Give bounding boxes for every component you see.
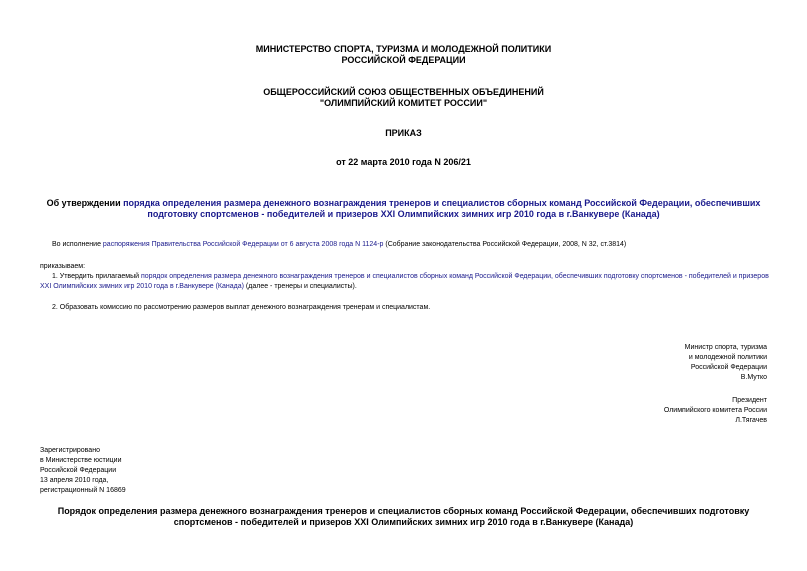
document-title bbox=[40, 198, 767, 220]
intro-suffix: (Собрание законодательства Российской Федерации, 2008, N 32, ст.3814) bbox=[383, 241, 627, 248]
registration-line-1: Зарегистрировано bbox=[40, 447, 100, 454]
registration-line-3: Российской Федерации bbox=[40, 467, 117, 474]
doc-date-heading: от 22 марта 2010 года N 206/21 bbox=[336, 157, 471, 167]
intro-prefix: Во исполнение bbox=[52, 241, 103, 248]
org-line-2: "ОЛИМПИЙСКИЙ КОМИТЕТ РОССИИ" bbox=[319, 98, 488, 108]
title-prefix: Об утверждении bbox=[46, 198, 124, 208]
item1-prefix: 1. Утвердить прилагаемый bbox=[52, 273, 141, 280]
intro-link[interactable]: распоряжения Правительства Российской Федерации от 6 августа 2008 года N 1124-р bbox=[102, 241, 384, 248]
title-link[interactable]: порядка определения размера денежного вознаграждения тренеров и специалистов сборных команд Российской Федерации, обеспечивших подготовку спортсменов - победителей и призеров XXI Олимпийских зимних игр 2010 года в г.Ванкувере (Канада) bbox=[123, 198, 761, 219]
ministry-line-2: РОССИЙСКОЙ ФЕДЕРАЦИИ bbox=[341, 55, 466, 65]
doc-type-heading: ПРИКАЗ bbox=[385, 128, 422, 138]
president-signature bbox=[664, 396, 767, 426]
organization-heading bbox=[0, 87, 807, 109]
ministry-heading bbox=[0, 44, 807, 66]
item1-link[interactable]: порядок определения размера денежного вознаграждения тренеров и специалистов сборных команд Российской Федерации, обеспечивших подготовку спортсменов - победителей и призеров XXI Олимпийских зимних игр 2010 года в г.Ванкувере (Канада) bbox=[40, 273, 769, 290]
ministry-line-1: МИНИСТЕРСТВО СПОРТА, ТУРИЗМА И МОЛОДЕЖНОЙ ПОЛИТИКИ bbox=[255, 44, 552, 54]
president-name: Л.Тягачев bbox=[735, 417, 767, 424]
minister-signature bbox=[685, 343, 767, 383]
item-1-paragraph bbox=[40, 272, 769, 291]
minister-line-2: и молодежной политики bbox=[688, 354, 767, 361]
registration-block bbox=[40, 446, 126, 496]
order-word: приказываем: bbox=[40, 263, 86, 270]
intro-paragraph bbox=[52, 240, 772, 250]
registration-line-4: 13 апреля 2010 года, bbox=[40, 477, 109, 484]
annex-title: Порядок определения размера денежного вознаграждения тренеров и специалистов сборных команд Российской Федерации, обеспечивших подготовку спортсменов - победителей и призеров XXI Олимпийских зимних игр 2010 года в г.Ванкувере (Канада) bbox=[57, 506, 750, 527]
registration-line-2: в Министерстве юстиции bbox=[40, 457, 122, 464]
president-line-2: Олимпийского комитета России bbox=[663, 407, 767, 414]
org-line-1: ОБЩЕРОССИЙСКИЙ СОЮЗ ОБЩЕСТВЕННЫХ ОБЪЕДИНЕНИЙ bbox=[263, 87, 544, 97]
minister-line-1: Министр спорта, туризма bbox=[684, 344, 767, 351]
item-2-paragraph: 2. Образовать комиссию по рассмотрению размеров выплат денежного вознаграждения тренерам и специалистам. bbox=[52, 304, 431, 311]
minister-line-3: Российской Федерации bbox=[690, 364, 767, 371]
item1-suffix: (далее - тренеры и специалисты). bbox=[243, 282, 357, 290]
minister-name: В.Мутко bbox=[740, 374, 767, 381]
registration-line-5: регистрационный N 16869 bbox=[40, 487, 126, 494]
president-line-1: Президент bbox=[732, 397, 767, 404]
